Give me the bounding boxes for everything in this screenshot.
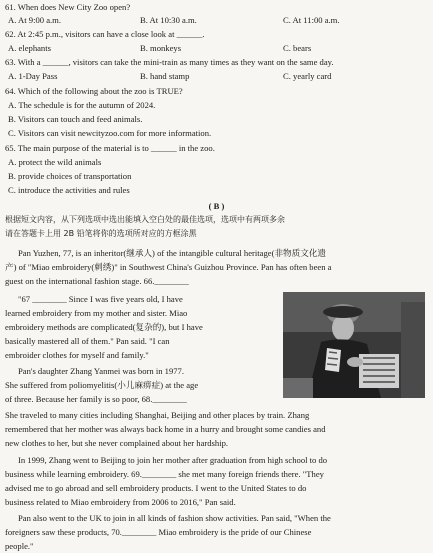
- embroidery-photo-art: [283, 292, 425, 398]
- p1-line-2: 产) of "Miao embroidery(刺绣)" in Southwest China's Guizhou Province. Pan has often been a: [5, 262, 332, 272]
- q64-option-b: B. Visitors can touch and feed animals.: [8, 114, 143, 124]
- q62-option-c: C. bears: [283, 43, 312, 53]
- p3b-line-3: new clothes to her, but she never complained about her hardship.: [5, 438, 229, 448]
- p2-line-5: embroider clothes for myself and family.": [5, 350, 149, 360]
- q63-stem: 63. With a ______, visitors can take the mini-train as many times as they want on the same day.: [5, 57, 334, 67]
- q63-option-b: B. hand stamp: [140, 71, 190, 81]
- p3-line-3: of three. Because her family is so poor, 68.________: [5, 394, 187, 404]
- p2-line-1: "67 ________ Since I was five years old, I have: [18, 294, 183, 304]
- p3b-line-1: She traveled to many cities including Shanghai, Beijing and other places by train. Zhang: [5, 410, 310, 420]
- q61-option-c: C. At 11:00 a.m.: [283, 15, 340, 25]
- q62-option-a: A. elephants: [8, 43, 51, 53]
- p4-line-2: business while learning embroidery. 69.________ she met many foreign friends there. "They: [5, 469, 324, 479]
- q61-option-a: A. At 9:00 a.m.: [8, 15, 61, 25]
- q61-options: [8, 15, 340, 26]
- embroidery-photo: [283, 292, 425, 398]
- instruction-line-1: 根据短文内容，从下列选项中选出能填入空白处的最佳选项，选项中有两项多余: [5, 215, 285, 224]
- p4-line-4: business related to Miao embroidery from 2006 to 2016," Pan said.: [5, 497, 236, 507]
- q61-stem: 61. When does New City Zoo open?: [5, 2, 131, 12]
- q63-option-a: A. 1-Day Pass: [8, 71, 58, 81]
- q64-option-a: A. The schedule is for the autumn of 2024.: [8, 100, 156, 110]
- q62-options: [8, 43, 311, 54]
- p2-line-4: basically mastered all of them." Pan said. "I can: [5, 336, 170, 346]
- q65-option-a: A. protect the wild animals: [8, 157, 102, 167]
- p4-line-1: In 1999, Zhang went to Beijing to join her mother after graduation from high school to do: [18, 455, 328, 465]
- section-heading: ( B ): [208, 201, 225, 211]
- p4-line-3: advised me to go abroad and sell embroidery products. I went to the United States to do: [5, 483, 307, 493]
- q63-option-c: C. yearly card: [283, 71, 332, 81]
- p3b-line-2: remembered that her mother was always back home in a hurry and brought some candies and: [5, 424, 326, 434]
- p3-line-1: Pan's daughter Zhang Yanmei was born in 1977.: [18, 366, 185, 376]
- p3-line-2: She suffered from poliomyelitis(小儿麻痹症) at the age: [5, 380, 199, 390]
- p2-line-2: learned embroidery from my mother and sister. Miao: [5, 308, 188, 318]
- p1-line-1: Pan Yuzhen, 77, is an inheritor(继承人) of the intangible cultural heritage(非物质文化遗: [18, 248, 327, 258]
- q64-stem: 64. Which of the following about the zoo is TRUE?: [5, 86, 183, 96]
- q64-option-c: C. Visitors can visit newcityzoo.com for more information.: [8, 128, 212, 138]
- p5-line-1: Pan also went to the UK to join in all kinds of fashion show activities. Pan said, "When the: [18, 513, 331, 523]
- instruction-line-2: 请在答题卡上用 2B 铅笔将你的选项所对应的方框涂黑: [5, 229, 197, 238]
- q65-option-c: C. introduce the activities and rules: [8, 185, 130, 195]
- q62-option-b: B. monkeys: [140, 43, 182, 53]
- p5-line-3: people.": [5, 541, 34, 551]
- q63-options: [8, 71, 331, 82]
- q62-stem: 62. At 2:45 p.m., visitors can have a close look at ______.: [5, 29, 205, 39]
- q65-option-b: B. provide choices of transportation: [8, 171, 132, 181]
- p1-line-3: guest on the international fashion stage. 66.________: [5, 276, 189, 286]
- p2-line-3: embroidery methods are complicated(复杂的), but I have: [5, 322, 203, 332]
- p5-line-2: foreigners saw these products, 70.________ Miao embroidery is the pride of our Chinese: [5, 527, 312, 537]
- q61-option-b: B. At 10:30 a.m.: [140, 15, 197, 25]
- q65-stem: 65. The main purpose of the material is to ______ in the zoo.: [5, 143, 215, 153]
